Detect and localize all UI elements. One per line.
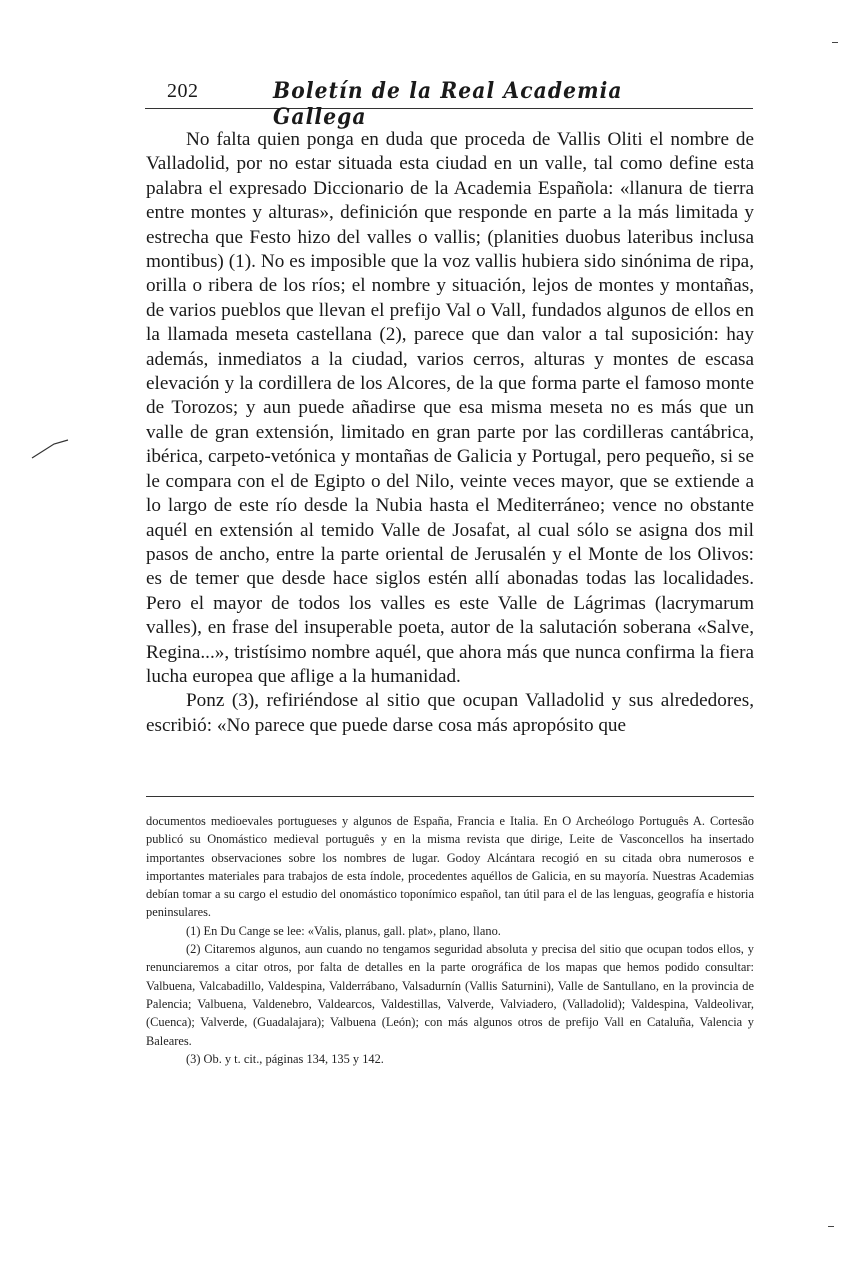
margin-pencil-mark	[30, 438, 70, 460]
footnotes	[146, 812, 754, 1068]
footnote-continued: documentos medioevales portugueses y algunos de España, Francia e Italia. En O Archeólogo Português A. Cortesão publicó su Onomástico medieval português y en la misma revista que dirige, Leite de Vasconcellos ha insertado importantes observaciones sobre los nombres de lugar. Godoy Alcántara recogió en su citada obra numerosos e importantes materiales para trabajos de esta índole, procedentes aquéllos de Galicia, en su mayoría. Nuestras Academias debían tomar a su cargo el estudio del onomástico toponímico español, tan útil para el de las lenguas, geografía e historia peninsulares.	[146, 814, 754, 920]
running-title: Boletín de la Real Academia Gallega	[273, 78, 623, 130]
page-number: 202	[167, 80, 199, 102]
paragraph-2: Ponz (3), refiriéndose al sitio que ocupan Valladolid y sus alrededores, escribió: «No parece que puede darse cosa más apropósito que	[146, 690, 754, 736]
edge-tick-top	[832, 42, 838, 43]
footnote-separator	[146, 796, 754, 797]
footnote-2: (2) Citaremos algunos, aun cuando no tengamos seguridad absoluta y precisa del sitio que ocupan todos ellos, y renunciaremos a citar otros, por falta de detalles en la parte orográfica de los mapas que hemos podido consultar: Valbuena, Valcabadillo, Valdespina, Valderrábano, Valsadurnín (Vallis Saturnini), Valle de Santullano, en la provincia de Palencia; Valbuena, Valdenebro, Valdearcos, Valdestillas, Valverde, Valviadero, (Valladolid); Valdespina, Valdeolivar, (Cuenca); Valverde, (Guadalajara); Valbuena (León); con más algunos otros de prefijo Vall en Cataluña, Valencia y Baleares.	[146, 942, 754, 1048]
footnote-1: (1) En Du Cange se lee: «Valis, planus, gall. plat», plano, llano.	[186, 923, 501, 938]
edge-tick-bottom	[828, 1226, 834, 1227]
page-header	[145, 78, 753, 130]
paragraph-1: No falta quien ponga en duda que proceda de Vallis Oliti el nombre de Valladolid, por no estar situada esta ciudad en un valle, tal como define esta palabra el expresado Diccionario de la Academia Española: «llanura de tierra entre montes y alturas», definición que responde en parte a la más limitada y estrecha que Festo hizo del valles o vallis; (planities duobus lateribus inclusa montibus) (1). No es imposible que la voz vallis hubiera sido sinónima de ripa, orilla o ribera de los ríos; el nombre y situación, lejos de montes y montañas, de varios pueblos que llevan el prefijo Val o Vall, fundados algunos de ellos en la llamada meseta castellana (2), parece que dan valor a tal suposición: hay además, inmediatos a la ciudad, varios cerros, alturas y montes de escasa elevación y la cordillera de los Alcores, de la que forma parte el famoso monte de Torozos; y aun puede añadirse que esa misma meseta no es más que un valle de gran extensión, limitado en gran parte por las cordilleras cantábrica, ibérica, carpeto-vetónica y montañas de Galicia y Portugal, pero pequeño, si se le compara con el de Egipto o del Nilo, veinte veces mayor, que se extiende a lo largo de este río desde la Nubia hasta el Mediterráneo; vence no obstante aquél en extensión al temido Valle de Josafat, al cual sólo se asigna dos mil pasos de ancho, entre la parte oriental de Jerusalén y el Monte de los Olivos: es de temer que desde hace siglos estén allí abonadas todas las localidades. Pero el mayor de todos los valles es este Valle de Lágrimas (lacrymarum valles), en frase del insuperable poeta, autor de la salutación soberana «Salve, Regina...», tristísimo nombre aquél, que ahora más que nunca confirma la fiera lucha europea que aflige a la humanidad.	[146, 129, 754, 687]
footnote-3: (3) Ob. y t. cit., páginas 134, 135 y 142.	[186, 1051, 384, 1066]
main-text	[146, 128, 754, 738]
